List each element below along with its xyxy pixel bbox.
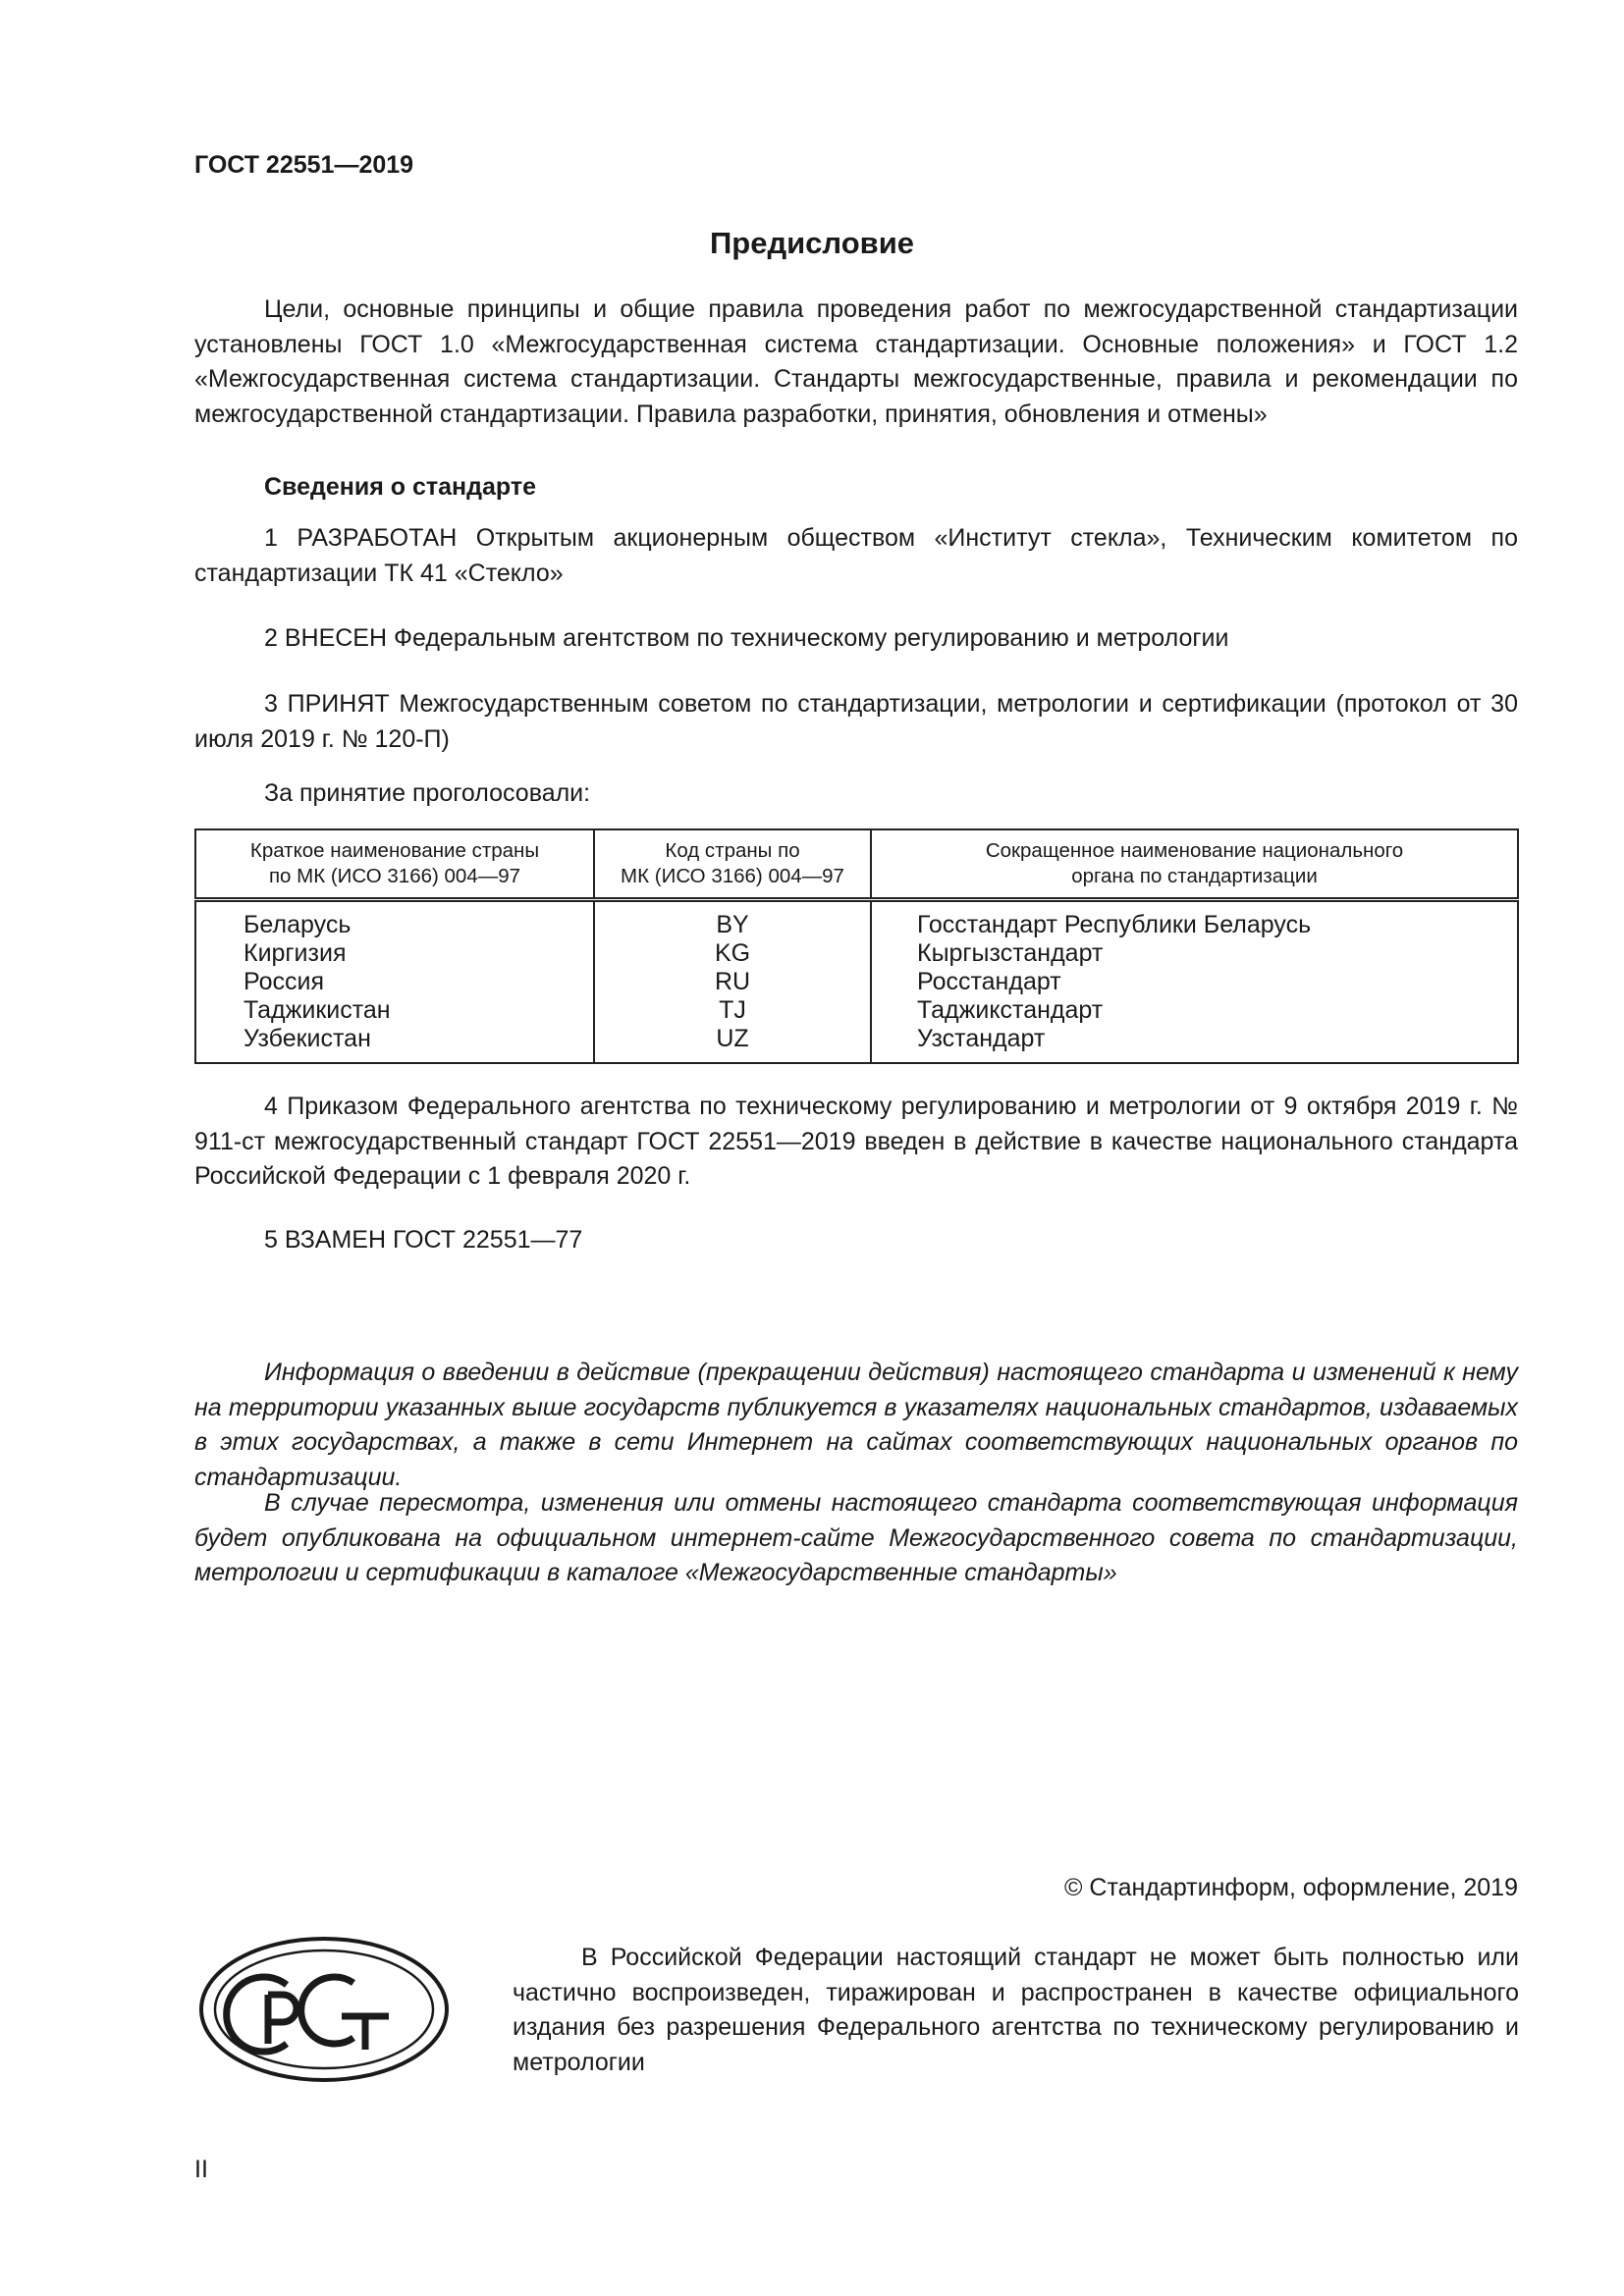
body-cell: Росстандарт — [871, 968, 1518, 996]
item-3 — [194, 687, 1518, 757]
code-cell: UZ — [594, 1025, 871, 1063]
voted-label — [194, 776, 1518, 812]
header-country-line-2: по МК (ИСО 3166) 004—97 — [268, 865, 521, 887]
code-cell: BY — [594, 900, 871, 940]
header-code — [594, 829, 871, 900]
item-3-text: 3 ПРИНЯТ Межгосударственным советом по стандартизации, метрологии и сертификации (протокол от 30 июля 2019 г. № 120-П) — [194, 690, 1518, 753]
table-row — [195, 968, 1518, 996]
body-cell: Таджикстандарт — [871, 996, 1518, 1025]
header-body-line-1: Сокращенное наименование национального — [985, 839, 1404, 862]
body-cell: Госстандарт Республики Беларусь — [871, 900, 1518, 940]
body-cell: Узстандарт — [871, 1025, 1518, 1063]
header-country — [195, 829, 594, 900]
item-1-text: 1 РАЗРАБОТАН Открытым акционерным обществом «Институт стекла», Техническим комитетом по стандартизации ТК 41 «Стекло» — [194, 524, 1518, 587]
member-states-table — [194, 828, 1519, 1064]
info-note-1-text: Информация о введении в действие (прекращении действия) настоящего стандарта и изменений к нему на территории указанных выше государств публикуется в указателях национальных стандартов, издаваемых в этих государствах, а также в сети Интернет на сайтах соответствующих национальных органов по стандартизации. — [194, 1359, 1518, 1491]
header-body-line-2: органа по стандартизации — [1071, 865, 1318, 887]
country-cell: Беларусь — [195, 900, 594, 940]
header-code-line-1: Код страны по — [665, 839, 800, 862]
page-number: II — [194, 2156, 208, 2183]
intro-text: Цели, основные принципы и общие правила проведения работ по межгосударственной стандартизации установлены ГОСТ 1.0 «Межгосударственная система стандартизации. Основные положения» и ГОСТ 1.2 «Межгосударственная система стандартизации. Стандарты межгосударственные, правила и рекомендации по межгосударственной стандартизации. Правила разработки, принятия, обновления и отмены» — [194, 295, 1518, 428]
table-row — [195, 996, 1518, 1025]
item-2 — [194, 621, 1518, 657]
table-row — [195, 1025, 1518, 1063]
item-5 — [194, 1223, 1518, 1258]
info-heading-text: Сведения о стандарте — [264, 473, 537, 501]
item-4-text: 4 Приказом Федерального агентства по техническому регулированию и метрологии от 9 октября 2019 г. № 911-ст межгосударственный стандарт ГОСТ 22551—2019 введен в действие в качестве национального стандарта Российской Федерации с 1 февраля 2020 г. — [194, 1093, 1518, 1190]
info-note-2 — [194, 1486, 1518, 1591]
header-body — [871, 829, 1518, 900]
country-cell: Киргизия — [195, 939, 594, 968]
document-code: ГОСТ 22551—2019 — [194, 151, 414, 179]
country-cell: Узбекистан — [195, 1025, 594, 1063]
item-2-text: 2 ВНЕСЕН Федеральным агентством по техническому регулированию и метрологии — [264, 624, 1229, 652]
header-country-line-1: Краткое наименование страны — [249, 839, 540, 862]
code-cell: RU — [594, 968, 871, 996]
rst-conformity-mark-icon — [196, 1934, 452, 2086]
header-code-line-2: МК (ИСО 3166) 004—97 — [621, 865, 844, 887]
item-1 — [194, 521, 1518, 591]
reproduction-notice — [513, 1941, 1519, 2080]
copyright-line: © Стандартинформ, оформление, 2019 — [1064, 1874, 1518, 1901]
table-row — [195, 900, 1518, 940]
table-row — [195, 939, 1518, 968]
code-cell: TJ — [594, 996, 871, 1025]
item-4 — [194, 1090, 1518, 1195]
info-note-1 — [194, 1356, 1518, 1495]
info-heading — [194, 470, 1518, 506]
page-title: Предисловие — [709, 226, 914, 260]
item-5-text: 5 ВЗАМЕН ГОСТ 22551—77 — [264, 1226, 583, 1254]
body-cell: Кыргызстандарт — [871, 939, 1518, 968]
info-note-2-text: В случае пересмотра, изменения или отмены настоящего стандарта соответствующая информация будет опубликована на официальном интернет-сайте Межгосударственного совета по стандартизации, метрологии и сертификации в каталоге «Межгосударственные стандарты» — [194, 1489, 1518, 1586]
table-header-row — [195, 829, 1518, 900]
voted-text: За принятие проголосовали: — [264, 779, 591, 807]
reproduction-notice-text: В Российской Федерации настоящий стандарт не может быть полностью или частично воспроизведен, тиражирован и распространен в качестве официального издания без разрешения Федерального агентства по техническому регулированию и метрологии — [513, 1944, 1519, 2076]
country-cell: Таджикистан — [195, 996, 594, 1025]
intro-paragraph — [194, 293, 1518, 432]
code-cell: KG — [594, 939, 871, 968]
country-cell: Россия — [195, 968, 594, 996]
